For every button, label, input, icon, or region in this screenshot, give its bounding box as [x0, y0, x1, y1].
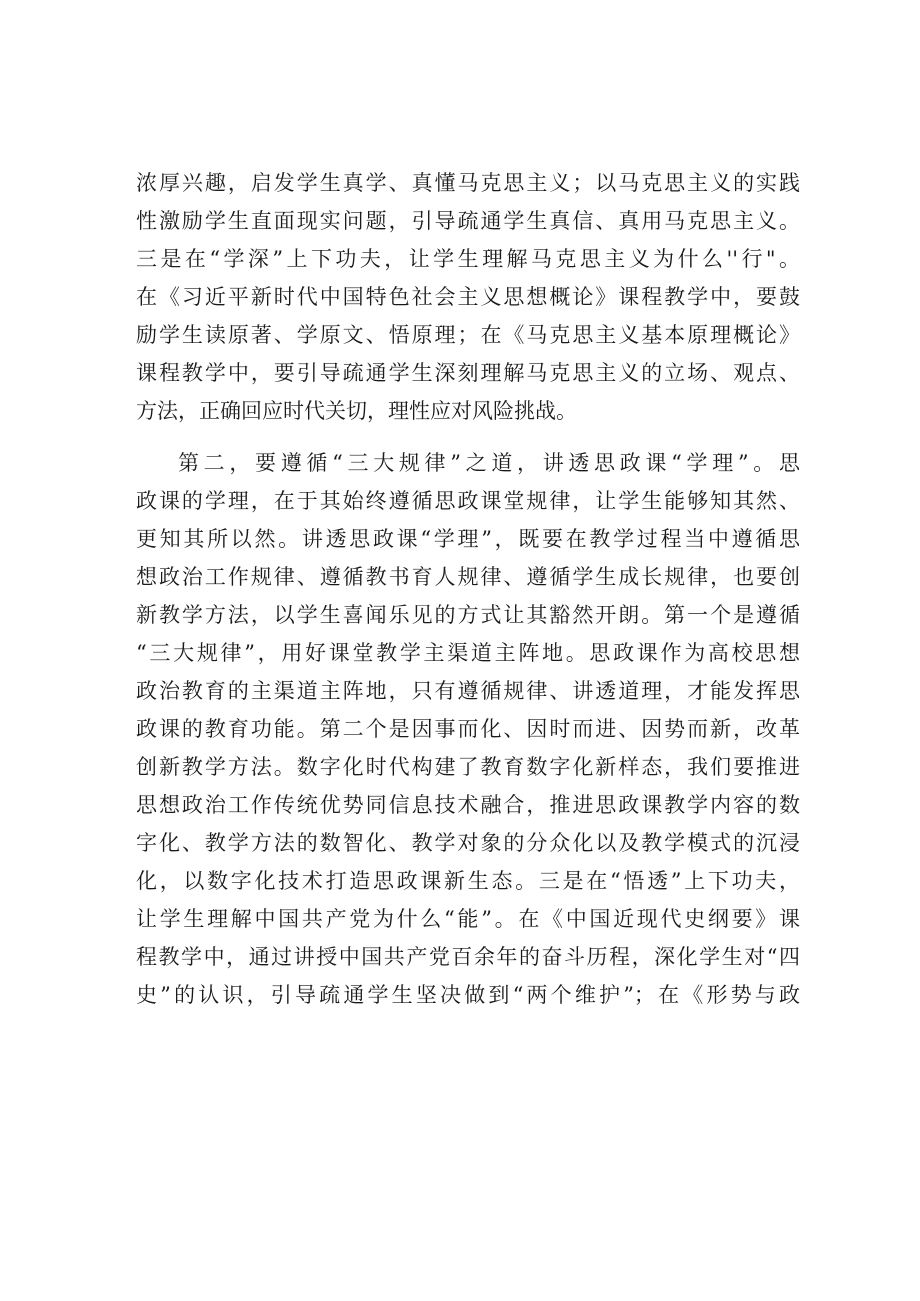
paragraph-1 — [136, 164, 800, 430]
text-line: 课程教学中，要引导疏通学生深刻理解马克思主义的立场、观点、 — [136, 361, 800, 385]
paragraph-spacer — [136, 430, 800, 444]
text-line: 史”的认识，引导疏通学生坚决做到“两个维护”；在《形势与政 — [136, 983, 800, 1007]
text-line: 浓厚兴趣，启发学生真学、真懂马克思主义；以马克思主义的实践 — [136, 171, 800, 195]
text-line: 创新教学方法。数字化时代构建了教育数字化新样态，我们要推进 — [136, 755, 800, 779]
text-line: 思想政治工作传统优势同信息技术融合，推进思政课教学内容的数 — [136, 793, 800, 817]
text-line: “三大规律”，用好课堂教学主渠道主阵地。思政课作为高校思想 — [136, 641, 800, 665]
text-line: 在《习近平新时代中国特色社会主义思想概论》课程教学中，要鼓 — [136, 285, 800, 309]
text-line: 性激励学生直面现实问题，引导疏通学生真信、真用马克思主义。 — [136, 209, 800, 233]
text-line: 政课的教育功能。第二个是因事而化、因时而进、因势而新，改革 — [136, 717, 800, 741]
text-line: 政治教育的主渠道主阵地，只有遵循规律、讲透道理，才能发挥思 — [136, 679, 800, 703]
text-line: 化，以数字化技术打造思政课新生态。三是在“悟透”上下功夫， — [136, 869, 800, 893]
text-line: 程教学中，通过讲授中国共产党百余年的奋斗历程，深化学生对“四 — [136, 945, 800, 969]
text-line: 第二，要遵循“三大规律”之道，讲透思政课“学理”。思 — [178, 451, 800, 475]
text-line: 新教学方法，以学生喜闻乐见的方式让其豁然开朗。第一个是遵循 — [136, 603, 800, 627]
text-line: 三是在“学深”上下功夫，让学生理解马克思主义为什么''行"。 — [136, 247, 800, 271]
paragraph-2 — [136, 444, 800, 1014]
text-line: 想政治工作规律、遵循教书育人规律、遵循学生成长规律，也要创 — [136, 565, 800, 589]
text-line: 励学生读原著、学原文、悟原理；在《马克思主义基本原理概论》 — [136, 323, 800, 347]
body-text — [136, 164, 800, 1014]
text-line: 更知其所以然。讲透思政课“学理”，既要在教学过程当中遵循思 — [136, 527, 800, 551]
text-line: 让学生理解中国共产党为什么“能”。在《中国近现代史纲要》课 — [136, 907, 800, 931]
text-line: 字化、教学方法的数智化、教学对象的分众化以及教学模式的沉浸 — [136, 831, 800, 855]
text-line: 政课的学理，在于其始终遵循思政课堂规律，让学生能够知其然、 — [136, 489, 800, 513]
text-line: 方法，正确回应时代关切，理性应对风险挑战。 — [136, 399, 577, 423]
